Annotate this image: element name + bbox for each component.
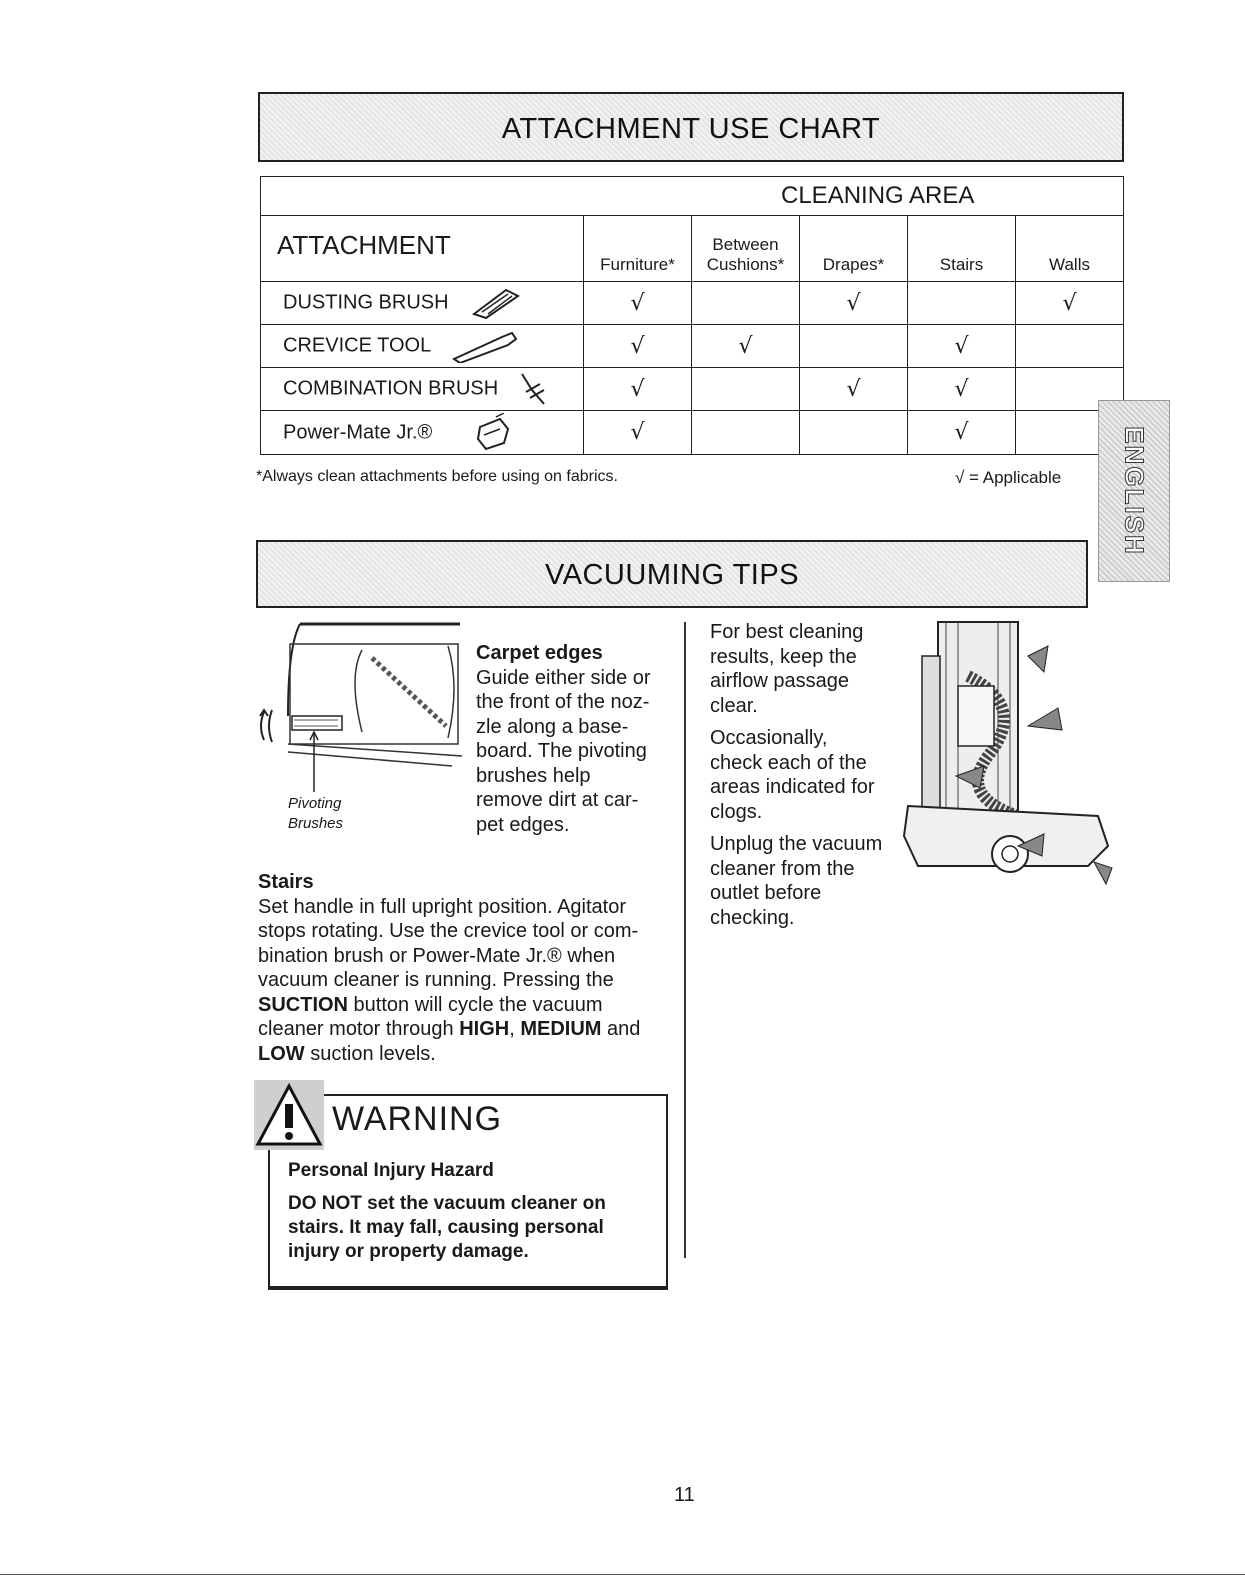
attachment-use-table (260, 176, 1124, 455)
col-furniture: Furniture* (584, 216, 692, 282)
text-line: areas indicated for (710, 776, 875, 798)
text-line: clogs. (710, 800, 763, 823)
col-stairs: Stairs (908, 216, 1016, 282)
dusting-brush-icon (468, 286, 524, 320)
text-line: Set handle in full upright position. Agitator (258, 895, 627, 918)
table-row (261, 282, 1124, 325)
text-line: bination brush or Power-Mate Jr.® when (258, 944, 616, 967)
text-line: remove dirt at car- (476, 789, 639, 811)
side-tab-label: ENGLISH (1119, 426, 1150, 556)
text-line: board. The pivoting (476, 740, 647, 762)
airflow-section (710, 620, 882, 930)
row-label: CREVICE TOOL (261, 325, 584, 368)
check-cell: √ (1016, 282, 1124, 325)
check-cell: √ (692, 325, 800, 368)
check-cell: √ (584, 282, 692, 325)
combination-brush-icon (518, 370, 548, 408)
text-line: cleaner motor through HIGH, MEDIUM and (258, 1018, 641, 1040)
text-line: results, keep the (710, 645, 857, 668)
warning-hazard: Personal Injury Hazard (288, 1160, 494, 1181)
stairs-heading: Stairs (258, 871, 314, 893)
carpet-edges-heading: Carpet edges (476, 642, 603, 664)
text-line: stops rotating. Use the crevice tool or com- (258, 920, 639, 942)
vacuum-cleaner-illustration (898, 616, 1120, 886)
attachment-chart-title: ATTACHMENT USE CHART (501, 113, 881, 145)
text-line: vacuum cleaner is running. Pressing the (258, 969, 614, 991)
text-line: For best cleaning (710, 621, 864, 643)
check-cell: √ (800, 368, 908, 411)
pivoting-brushes-illustration (252, 616, 468, 796)
carpet-edges-section (476, 641, 651, 837)
check-cell (1016, 325, 1124, 368)
row-label: COMBINATION BRUSH (261, 368, 584, 411)
col-between-cushions: Between Cushions* (692, 216, 800, 282)
text-line: clear. (710, 694, 758, 717)
text-line: SUCTION button will cycle the vacuum (258, 993, 603, 1016)
warning-triangle-icon (254, 1080, 324, 1150)
page-number: 11 (674, 1484, 695, 1506)
attachment-header: ATTACHMENT (261, 216, 584, 282)
check-cell (800, 411, 908, 455)
text-line: check each of the (710, 751, 867, 774)
text-line: Guide either side or (476, 666, 651, 689)
check-cell (692, 282, 800, 325)
text-line: airflow passage (710, 670, 849, 692)
table-row (261, 411, 1124, 455)
chart-legend: √ = Applicable (955, 468, 1062, 487)
check-cell: √ (908, 411, 1016, 455)
check-cell (908, 282, 1016, 325)
vacuuming-tips-title: VACUUMING TIPS (544, 559, 800, 591)
attachment-chart-banner (258, 92, 1124, 162)
figure-label: Pivoting Brushes (288, 795, 344, 832)
column-divider (684, 622, 686, 1258)
warning-text: DO NOT set the vacuum cleaner on stairs. It may fall, causing personal injury or property damage. (288, 1193, 606, 1262)
language-tab-english (1098, 400, 1170, 582)
text-line: pet edges. (476, 813, 570, 836)
check-cell (692, 368, 800, 411)
row-label: Power-Mate Jr.® (261, 411, 584, 455)
check-cell: √ (584, 411, 692, 455)
col-walls: Walls (1016, 216, 1124, 282)
check-cell (800, 325, 908, 368)
text-line: LOW suction levels. (258, 1042, 436, 1065)
bottom-rule (0, 1574, 1245, 1575)
check-cell: √ (800, 282, 908, 325)
cleaning-area-header: CLEANING AREA (261, 177, 1124, 216)
text-line: outlet before (710, 882, 822, 904)
table-row (261, 368, 1124, 411)
text-line: Occasionally, (710, 727, 828, 749)
power-mate-icon (474, 413, 514, 453)
chart-footnote: *Always clean attachments before using on fabrics. (256, 468, 618, 485)
text-line: zle along a base- (476, 715, 629, 738)
text-line: the front of the noz- (476, 691, 650, 713)
text-line: brushes help (476, 764, 591, 787)
text-line: cleaner from the (710, 857, 855, 880)
text-line: checking. (710, 906, 795, 929)
vacuuming-tips-banner (256, 540, 1088, 608)
check-cell: √ (584, 368, 692, 411)
text-line: Unplug the vacuum (710, 833, 883, 855)
col-drapes: Drapes* (800, 216, 908, 282)
table-row (261, 325, 1124, 368)
check-cell (692, 411, 800, 455)
warning-title: WARNING (332, 1100, 503, 1138)
check-cell: √ (908, 368, 1016, 411)
check-cell: √ (584, 325, 692, 368)
crevice-tool-icon (450, 329, 520, 363)
stairs-section (258, 870, 640, 1066)
row-label: DUSTING BRUSH (261, 282, 584, 325)
check-cell: √ (908, 325, 1016, 368)
